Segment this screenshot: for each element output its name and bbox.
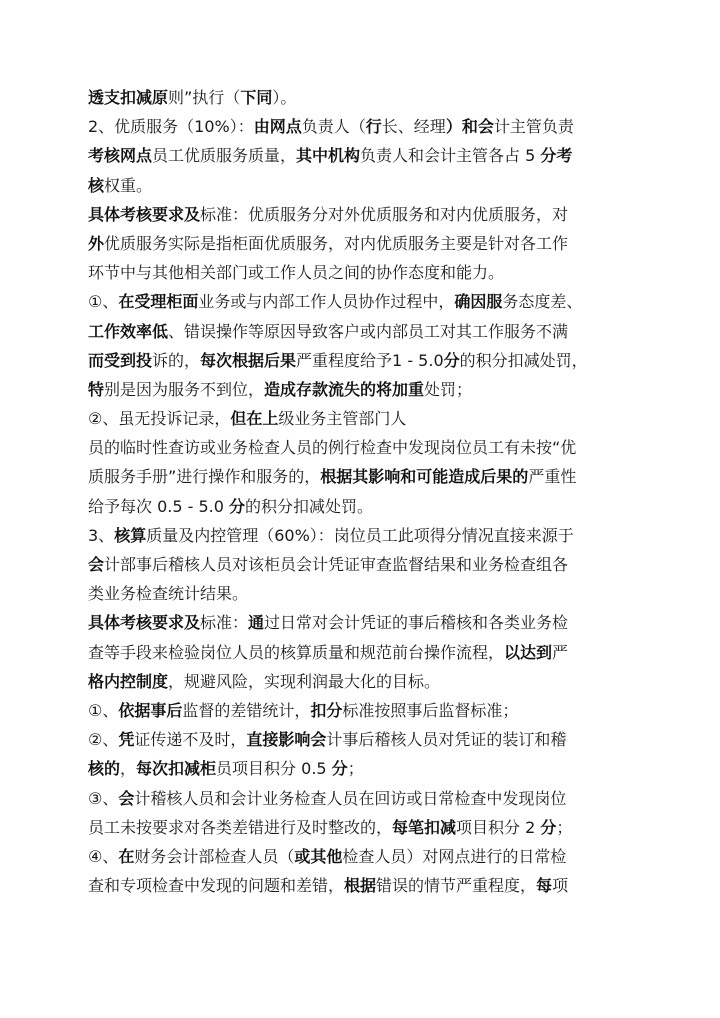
bold-text-run: 具体考核要求及 xyxy=(88,204,201,224)
text-run: 错误的情节严重程度， xyxy=(376,876,537,896)
text-line xyxy=(88,258,648,287)
bold-text-run: 每次根据后果 xyxy=(200,350,297,370)
bold-text-run: 会 xyxy=(118,788,135,808)
text-run: 员的临时性查访或业务检查人员的例行检查中发现岗位员工有未按“优 xyxy=(88,438,577,458)
text-line xyxy=(88,784,648,813)
text-line xyxy=(88,171,648,200)
text-line xyxy=(88,754,648,783)
text-line xyxy=(88,638,648,667)
bold-text-run: 在受理柜面 xyxy=(118,292,199,312)
bold-text-run: 每次扣减柜 xyxy=(136,759,217,779)
text-run: ； xyxy=(347,759,364,779)
bold-text-run: 核 xyxy=(88,175,105,195)
text-run: 计主管负责 xyxy=(493,117,574,137)
text-run: 员工未按要求对各类差错进行及时整改的， xyxy=(88,817,393,837)
bold-text-run: 会 xyxy=(88,555,105,574)
bold-text-run: 凭 xyxy=(118,730,135,750)
text-line xyxy=(88,375,648,404)
text-run: 查等手段来检验岗位人员的核算质量和规范前台操作流程， xyxy=(88,642,505,662)
text-run: 证传递不及时， xyxy=(134,730,247,750)
bold-text-run: 造成存款流失的将加重 xyxy=(264,379,425,399)
text-line xyxy=(88,317,648,346)
bold-text-run: 下同 xyxy=(240,88,273,107)
text-run: 严重性 xyxy=(528,467,577,487)
bold-text-run: 特 xyxy=(88,379,105,399)
bold-text-run: 行 xyxy=(365,117,382,137)
text-run: ）。 xyxy=(272,88,297,107)
text-run: 查和专项检查中发现的问题和差错， xyxy=(88,876,345,896)
text-run: 监督的差错统计， xyxy=(182,700,311,720)
text-line xyxy=(88,550,648,579)
text-run: 质量及内控管理（60%）：岗位员工此项得分情况直接来源于 xyxy=(146,525,574,545)
bold-text-run: 其中机构 xyxy=(296,146,361,166)
bold-text-run: 分 xyxy=(540,817,557,837)
text-run: ②、虽无投诉记录， xyxy=(88,409,231,429)
text-run: 员工优质服务质量， xyxy=(152,146,297,166)
text-line xyxy=(88,696,648,725)
bold-text-run: 分 xyxy=(443,350,460,370)
text-run: 员项目积分 0.5 xyxy=(216,759,332,779)
text-run: 负责人和会计主管各占 5 xyxy=(360,146,541,166)
text-line xyxy=(88,492,648,521)
bold-text-run: 分 xyxy=(229,496,246,516)
bold-text-run: 确因服 xyxy=(454,292,503,312)
text-line xyxy=(88,842,648,871)
text-line xyxy=(88,813,648,842)
bold-text-run: 核算 xyxy=(114,525,147,545)
text-line xyxy=(88,83,648,112)
text-line xyxy=(88,608,648,637)
bold-text-run: 每 xyxy=(536,876,553,896)
text-run: ①、 xyxy=(88,700,119,720)
text-line xyxy=(88,433,648,462)
text-run: 项 xyxy=(552,876,569,896)
bold-text-run: 分 xyxy=(331,759,348,779)
text-run: 权重。 xyxy=(104,175,153,195)
text-run: ④、 xyxy=(88,846,119,866)
bold-text-run: 或其他 xyxy=(294,846,343,866)
text-line xyxy=(88,287,648,316)
text-run: 项目积分 2 xyxy=(456,817,541,837)
text-line xyxy=(88,112,648,141)
text-run: ，规避风险，实现利润最大化的目标。 xyxy=(168,671,441,691)
text-run: 务态度差、 xyxy=(502,292,583,312)
bold-text-run: 根据其影响和可能造成后果的 xyxy=(320,467,529,487)
text-run: ③、 xyxy=(88,788,119,808)
text-run: ； xyxy=(556,817,573,837)
text-run: 业务或与内部工作人员协作过程中， xyxy=(198,292,455,312)
text-run: 计部事后稽核人员对该柜员会计凭证审查监督结果和业务检查组各 xyxy=(104,555,569,574)
bold-text-run: 外 xyxy=(88,233,105,253)
document-body xyxy=(88,83,648,900)
text-run: 财务会计部检查人员（ xyxy=(134,846,295,866)
text-line xyxy=(88,404,648,433)
bold-text-run: 根据 xyxy=(344,876,377,896)
bold-text-run: 具体考核要求及 xyxy=(88,613,201,633)
bold-text-run: 透支扣减原 xyxy=(88,88,169,107)
bold-text-run: 核的 xyxy=(88,759,121,779)
bold-text-run: 而受到投 xyxy=(88,350,153,370)
text-line xyxy=(88,521,648,550)
text-run: 严 xyxy=(552,642,569,662)
text-run: 诉的， xyxy=(152,350,201,370)
bold-text-run: 由网点 xyxy=(253,117,302,137)
text-run: 计稽核人员和会计业务检查人员在回访或日常检查中发现岗位 xyxy=(134,788,567,808)
text-run: 环节中与其他相关部门或工作人员之间的协作态度和能力。 xyxy=(88,263,505,283)
text-run: 标准：优质服务分对外优质服务和对内优质服务，对 xyxy=(200,204,569,224)
text-run: ①、 xyxy=(88,292,119,312)
text-run: 类业务检查统计结果。 xyxy=(88,584,249,604)
text-line xyxy=(88,462,648,491)
text-run: 处罚； xyxy=(424,379,473,399)
bold-text-run: 每笔扣减 xyxy=(392,817,457,837)
bold-text-run: 考核网点 xyxy=(88,146,153,166)
text-line xyxy=(88,229,648,258)
text-run: 别是因为服务不到位， xyxy=(104,379,265,399)
text-run: 质服务手册”进行操作和服务的， xyxy=(88,467,321,487)
text-run: 标准： xyxy=(200,613,249,633)
text-run: 过日常对会计凭证的事后稽核和各类业务检 xyxy=(264,613,569,633)
text-run: 负责人（ xyxy=(301,117,366,137)
text-run: ， xyxy=(120,759,137,779)
text-run: 、错误操作等原因导致客户或内部员工对其工作服务不满 xyxy=(168,321,569,341)
text-line xyxy=(88,579,648,608)
bold-text-run: 以达到 xyxy=(504,642,553,662)
text-run: 的积分扣减处罚。 xyxy=(245,496,374,516)
bold-text-run: 通 xyxy=(248,613,265,633)
text-run: 标准按照事后监督标准； xyxy=(342,700,519,720)
text-run: 的积分扣减处罚， xyxy=(459,350,588,370)
text-run: 则”执行（ xyxy=(168,88,241,107)
text-run: 2、优质服务（10%）： xyxy=(88,117,254,137)
text-line xyxy=(88,141,648,170)
text-line xyxy=(88,871,648,900)
text-run: 3、 xyxy=(88,525,115,545)
text-line xyxy=(88,200,648,229)
text-run: 计事后稽核人员对凭证的装订和稽 xyxy=(326,730,567,750)
bold-text-run: 扣分 xyxy=(310,700,343,720)
bold-text-run: 直接影响会 xyxy=(246,730,327,750)
text-run: 级业务主管部门人 xyxy=(278,409,407,429)
bold-text-run: 格内控制度 xyxy=(88,671,169,691)
text-run: 优质服务实际是指柜面优质服务，对内优质服务主要是针对各工作 xyxy=(104,233,569,253)
text-line xyxy=(88,725,648,754)
text-line xyxy=(88,667,648,696)
bold-text-run: 工作效率低 xyxy=(88,321,169,341)
bold-text-run: 依据事后 xyxy=(118,700,183,720)
text-run: 长、经理 xyxy=(381,117,446,137)
text-run: ②、 xyxy=(88,730,119,750)
bold-text-run: ）和会 xyxy=(445,117,494,137)
bold-text-run: 分考 xyxy=(540,146,573,166)
bold-text-run: 在 xyxy=(118,846,135,866)
text-run: 检查人员）对网点进行的日常检 xyxy=(342,846,567,866)
text-run: 给予每次 0.5 - 5.0 xyxy=(88,496,230,516)
text-run: 严重程度给予1 - 5.0 xyxy=(296,350,444,370)
text-line xyxy=(88,346,648,375)
bold-text-run: 但在上 xyxy=(230,409,279,429)
